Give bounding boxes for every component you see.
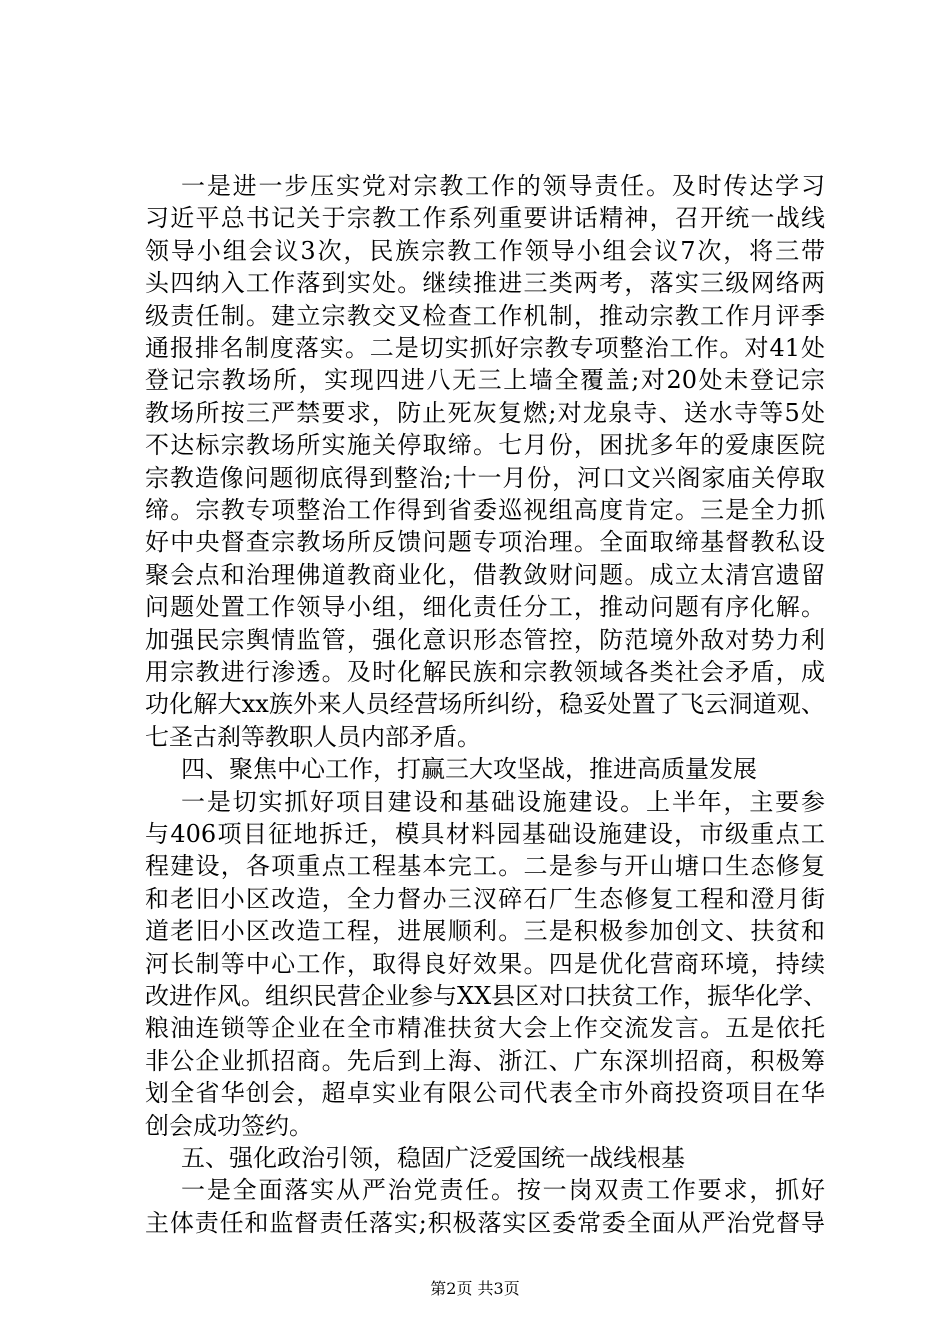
text-line: 聚会点和治理佛道教商业化，借教敛财问题。成立太清宫遗留 xyxy=(145,560,825,589)
text-line: 七圣古刹等教职人员内部矛盾。 xyxy=(145,722,481,751)
text-line: 一是全面落实从严治党责任。按一岗双责工作要求，抓好 xyxy=(181,1176,825,1205)
text-line: 道老旧小区改造工程，进展顺利。三是积极参加创文、扶贫和 xyxy=(145,917,825,946)
text-line: 与406项目征地拆迁，模具材料园基础设施建设，市级重点工 xyxy=(145,820,825,848)
text-line: 登记宗教场所，实现四进八无三上墙全覆盖;对20处未登记宗 xyxy=(145,366,825,395)
section-heading: 五、强化政治引领，稳固广泛爱国统一战线根基 xyxy=(181,1144,685,1172)
text-line: 划全省华创会，超卓实业有限公司代表全市外商投资项目在华 xyxy=(145,1079,825,1108)
text-line: 河长制等中心工作，取得良好效果。四是优化营商环境，持续 xyxy=(145,949,825,978)
text-line: 用宗教进行渗透。及时化解民族和宗教领域各类社会矛盾，成 xyxy=(145,658,825,686)
text-line: 一是切实抓好项目建设和基础设施建设。上半年，主要参 xyxy=(181,787,825,816)
section-heading: 四、聚焦中心工作，打赢三大攻坚战，推进高质量发展 xyxy=(181,755,757,784)
text-line: 和老旧小区改造，全力督办三汊碎石厂生态修复工程和澄月街 xyxy=(145,884,825,913)
text-line: 通报排名制度落实。二是切实抓好宗教专项整治工作。对41处 xyxy=(145,334,825,362)
text-line: 一是进一步压实党对宗教工作的领导责任。及时传达学习 xyxy=(181,172,825,200)
text-line: 程建设，各项重点工程基本完工。二是参与开山塘口生态修复 xyxy=(145,852,825,881)
text-line: 功化解大xx族外来人员经营场所纠纷，稳妥处置了飞云洞道观、 xyxy=(145,690,825,719)
text-line: 头四纳入工作落到实处。继续推进三类两考，落实三级网络两 xyxy=(145,269,825,298)
text-line: 问题处置工作领导小组，细化责任分工，推动问题有序化解。 xyxy=(145,593,825,622)
text-line: 宗教造像问题彻底得到整治;十一月份，河口文兴阁家庙关停取 xyxy=(145,463,825,492)
text-line: 加强民宗舆情监管，强化意识形态管控，防范境外敌对势力利 xyxy=(145,625,825,654)
text-line: 级责任制。建立宗教交叉检查工作机制，推动宗教工作月评季 xyxy=(145,301,825,330)
text-line: 习近平总书记关于宗教工作系列重要讲话精神，召开统一战线 xyxy=(145,204,825,233)
text-line: 主体责任和监督责任落实;积极落实区委常委全面从严治党督导 xyxy=(145,1208,825,1237)
page-number-footer: 第2页 共3页 xyxy=(430,1279,520,1298)
text-line: 领导小组会议3次，民族宗教工作领导小组会议7次，将三带 xyxy=(145,236,825,265)
text-line: 不达标宗教场所实施关停取缔。七月份，困扰多年的爱康医院 xyxy=(145,431,825,460)
text-line: 改进作风。组织民营企业参与XX县区对口扶贫工作，振华化学、 xyxy=(145,982,828,1010)
text-line: 粮油连锁等企业在全市精准扶贫大会上作交流发言。五是依托 xyxy=(145,1014,825,1043)
text-line: 创会成功签约。 xyxy=(145,1111,313,1140)
text-line: 非公企业抓招商。先后到上海、浙江、广东深圳招商，积极筹 xyxy=(145,1046,825,1075)
text-line: 好中央督查宗教场所反馈问题专项治理。全面取缔基督教私设 xyxy=(145,528,825,557)
text-line: 教场所按三严禁要求，防止死灰复燃;对龙泉寺、送水寺等5处 xyxy=(145,398,825,427)
text-line: 缔。宗教专项整治工作得到省委巡视组高度肯定。三是全力抓 xyxy=(145,496,825,524)
